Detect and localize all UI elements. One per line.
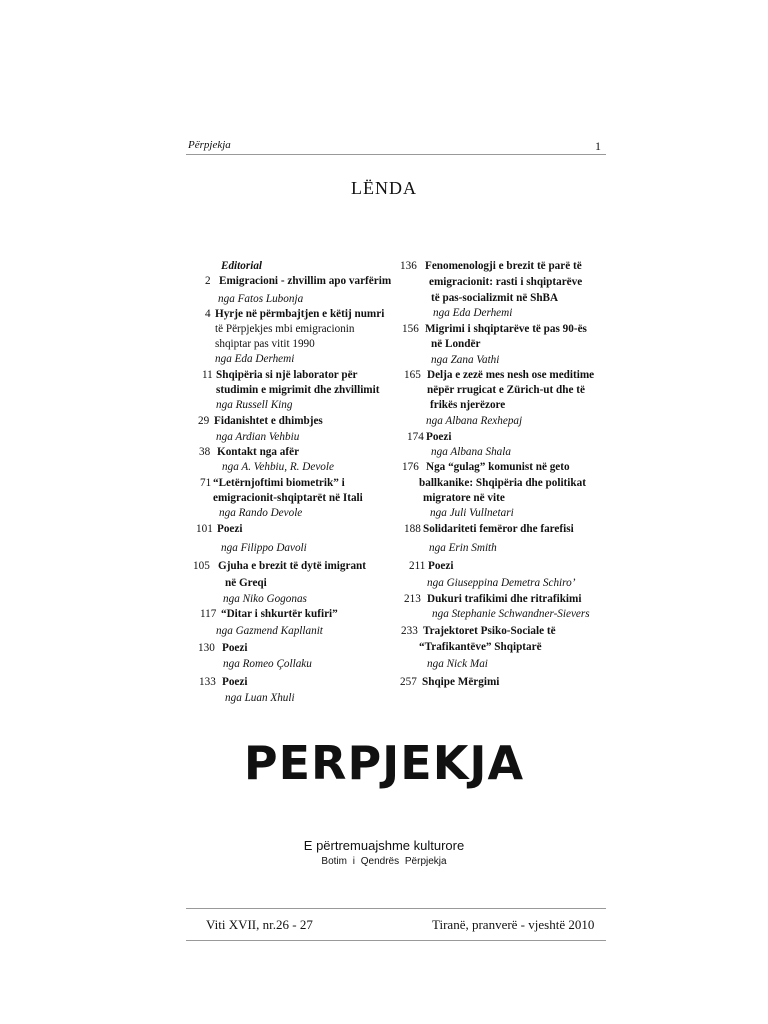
toc-entry-title-continued: emigracionit: rasti i shqiptarëve [429,276,583,288]
toc-entry-title: Gjuha e brezit të dytë imigrant [218,560,366,572]
toc-entry-title: Editorial [221,260,263,272]
toc-entry-title: Shqipe Mërgimi [422,676,500,688]
toc-entry-author: nga Romeo Çollaku [223,658,312,670]
brand-logo-text: PERPJEKJA [243,736,525,790]
toc-entry-author: nga Fatos Lubonja [218,293,304,305]
page-number: 1 [595,139,601,153]
toc-page-number: 117 [200,608,217,620]
publisher-line: Botim i Qendrës Përpjekja [321,856,447,867]
footer-place-date: Tiranë, pranverë - vjeshtë 2010 [432,917,595,932]
toc-entry-author: nga Filippo Davoli [221,542,307,554]
toc-entry-title-continued: në Londër [431,338,481,350]
toc-entry-title-continued: emigracionit-shqiptarët në Itali [213,492,363,504]
toc-entry-author: nga Albana Rexhepaj [426,415,523,427]
footer-divider-bottom [186,940,606,941]
publication-subtitle: E përtremuajshme kulturore [303,838,465,853]
toc-entry-author: nga A. Vehbiu, R. Devole [222,461,334,473]
toc-entry-author: nga Eda Derhemi [215,353,295,365]
header-divider [186,154,606,155]
toc-page-number: 4 [205,308,211,320]
toc-page-number: 2 [205,275,211,287]
toc-page-number: 188 [404,523,421,535]
toc-entry-title: Shqipëria si një laborator për [216,369,358,381]
toc-entry-author: nga Juli Vullnetari [430,507,514,519]
toc-entry-title: Poezi [222,676,248,688]
toc-page-number: 130 [198,642,215,654]
toc-page-number: 257 [400,676,417,688]
toc-entry-title: Fidanishtet e dhimbjes [214,415,323,427]
toc-entry-title-continued: “Trafikantëve” Shqiptarë [419,641,542,653]
toc-page-number: 133 [199,676,216,688]
toc-entry-title-continued: frikës njerëzore [430,399,506,411]
toc-entry-author: nga Erin Smith [429,542,497,554]
toc-entry-title: Poezi [428,560,454,572]
toc-entry-author: nga Ardian Vehbiu [216,431,300,443]
toc-entry-author: nga Gazmend Kapllanit [216,625,323,637]
toc-entry-title: “Ditar i shkurtër kufiri” [221,608,338,620]
toc-entry-title: Migrimi i shqiptarëve të pas 90-ës [425,323,587,335]
toc-page-number: 176 [402,461,419,473]
toc-entry-title: Dukuri trafikimi dhe ritrafikimi [427,593,582,605]
toc-entry-title: Poezi [222,642,248,654]
toc-entry-title-continued: nëpër rrugicat e Zürich-ut dhe të [427,384,585,396]
toc-entry-title: Fenomenologji e brezit të parë të [425,260,582,272]
toc-entry-title: Poezi [217,523,243,535]
toc-entry-author: nga Luan Xhuli [225,692,295,704]
toc-entry-author: nga Giuseppina Demetra Schiro’ [427,577,576,589]
toc-entry-title: Trajektoret Psiko-Sociale të [423,625,556,637]
footer-divider-top [186,908,606,909]
toc-entry-title-continued: në Greqi [225,577,267,589]
toc-entry-title: Delja e zezë mes nesh ose meditime [427,369,595,381]
toc-entry-title-continued: migratore në vite [423,492,505,504]
toc-page-number: 136 [400,260,417,272]
toc-entry-author: nga Russell King [216,399,293,411]
toc-entry-title-continued: të Përpjekjes mbi emigracionin [215,323,355,335]
toc-entry-title-continued: të pas-socializmit në ShBA [431,292,559,304]
toc-page-number: 174 [407,431,424,443]
toc-entry-title-continued: studimin e migrimit dhe zhvillimit [216,384,380,396]
footer-issue: Viti XVII, nr.26 - 27 [206,917,313,932]
toc-entry-title: “Letërnjoftimi biometrik” i [213,477,345,489]
toc-page-number: 233 [401,625,418,637]
toc-page-number: 156 [402,323,419,335]
toc-entry-title: Nga “gulag” komunist në geto [426,461,570,473]
toc-entry-title: Kontakt nga afër [217,446,300,458]
toc-page-number: 71 [200,477,212,489]
toc-entry-author: nga Rando Devole [219,507,303,519]
toc-entry-title: Solidariteti femëror dhe farefisi [423,523,574,535]
toc-page-number: 11 [202,369,213,381]
toc-entry-author: nga Albana Shala [431,446,511,458]
toc-title: LËNDA [351,178,417,198]
toc-entry-author: nga Eda Derhemi [433,307,513,319]
toc-entry-title-continued: ballkanike: Shqipëria dhe politikat [419,477,586,489]
toc-page-number: 213 [404,593,421,605]
toc-page-number: 211 [409,560,426,572]
toc-entry-title: Poezi [426,431,452,443]
toc-entry-title-continued: shqiptar pas vitit 1990 [215,338,315,350]
toc-page-number: 105 [193,560,210,572]
toc-entry-author: nga Nick Mai [427,658,488,670]
toc-entry-author: nga Stephanie Schwandner-Sievers [432,608,590,620]
toc-page-number: 101 [196,523,213,535]
toc-page-number: 29 [198,415,210,427]
toc-entry-author: nga Niko Gogonas [223,593,307,605]
toc-entry-title: Hyrje në përmbajtjen e këtij numri [215,308,385,320]
toc-page-number: 165 [404,369,421,381]
toc-entry-title: Emigracioni - zhvillim apo varfërim [219,275,392,287]
toc-page-number: 38 [199,446,211,458]
toc-entry-author: nga Zana Vathi [431,354,500,366]
running-header-title: Përpjekja [188,139,231,151]
